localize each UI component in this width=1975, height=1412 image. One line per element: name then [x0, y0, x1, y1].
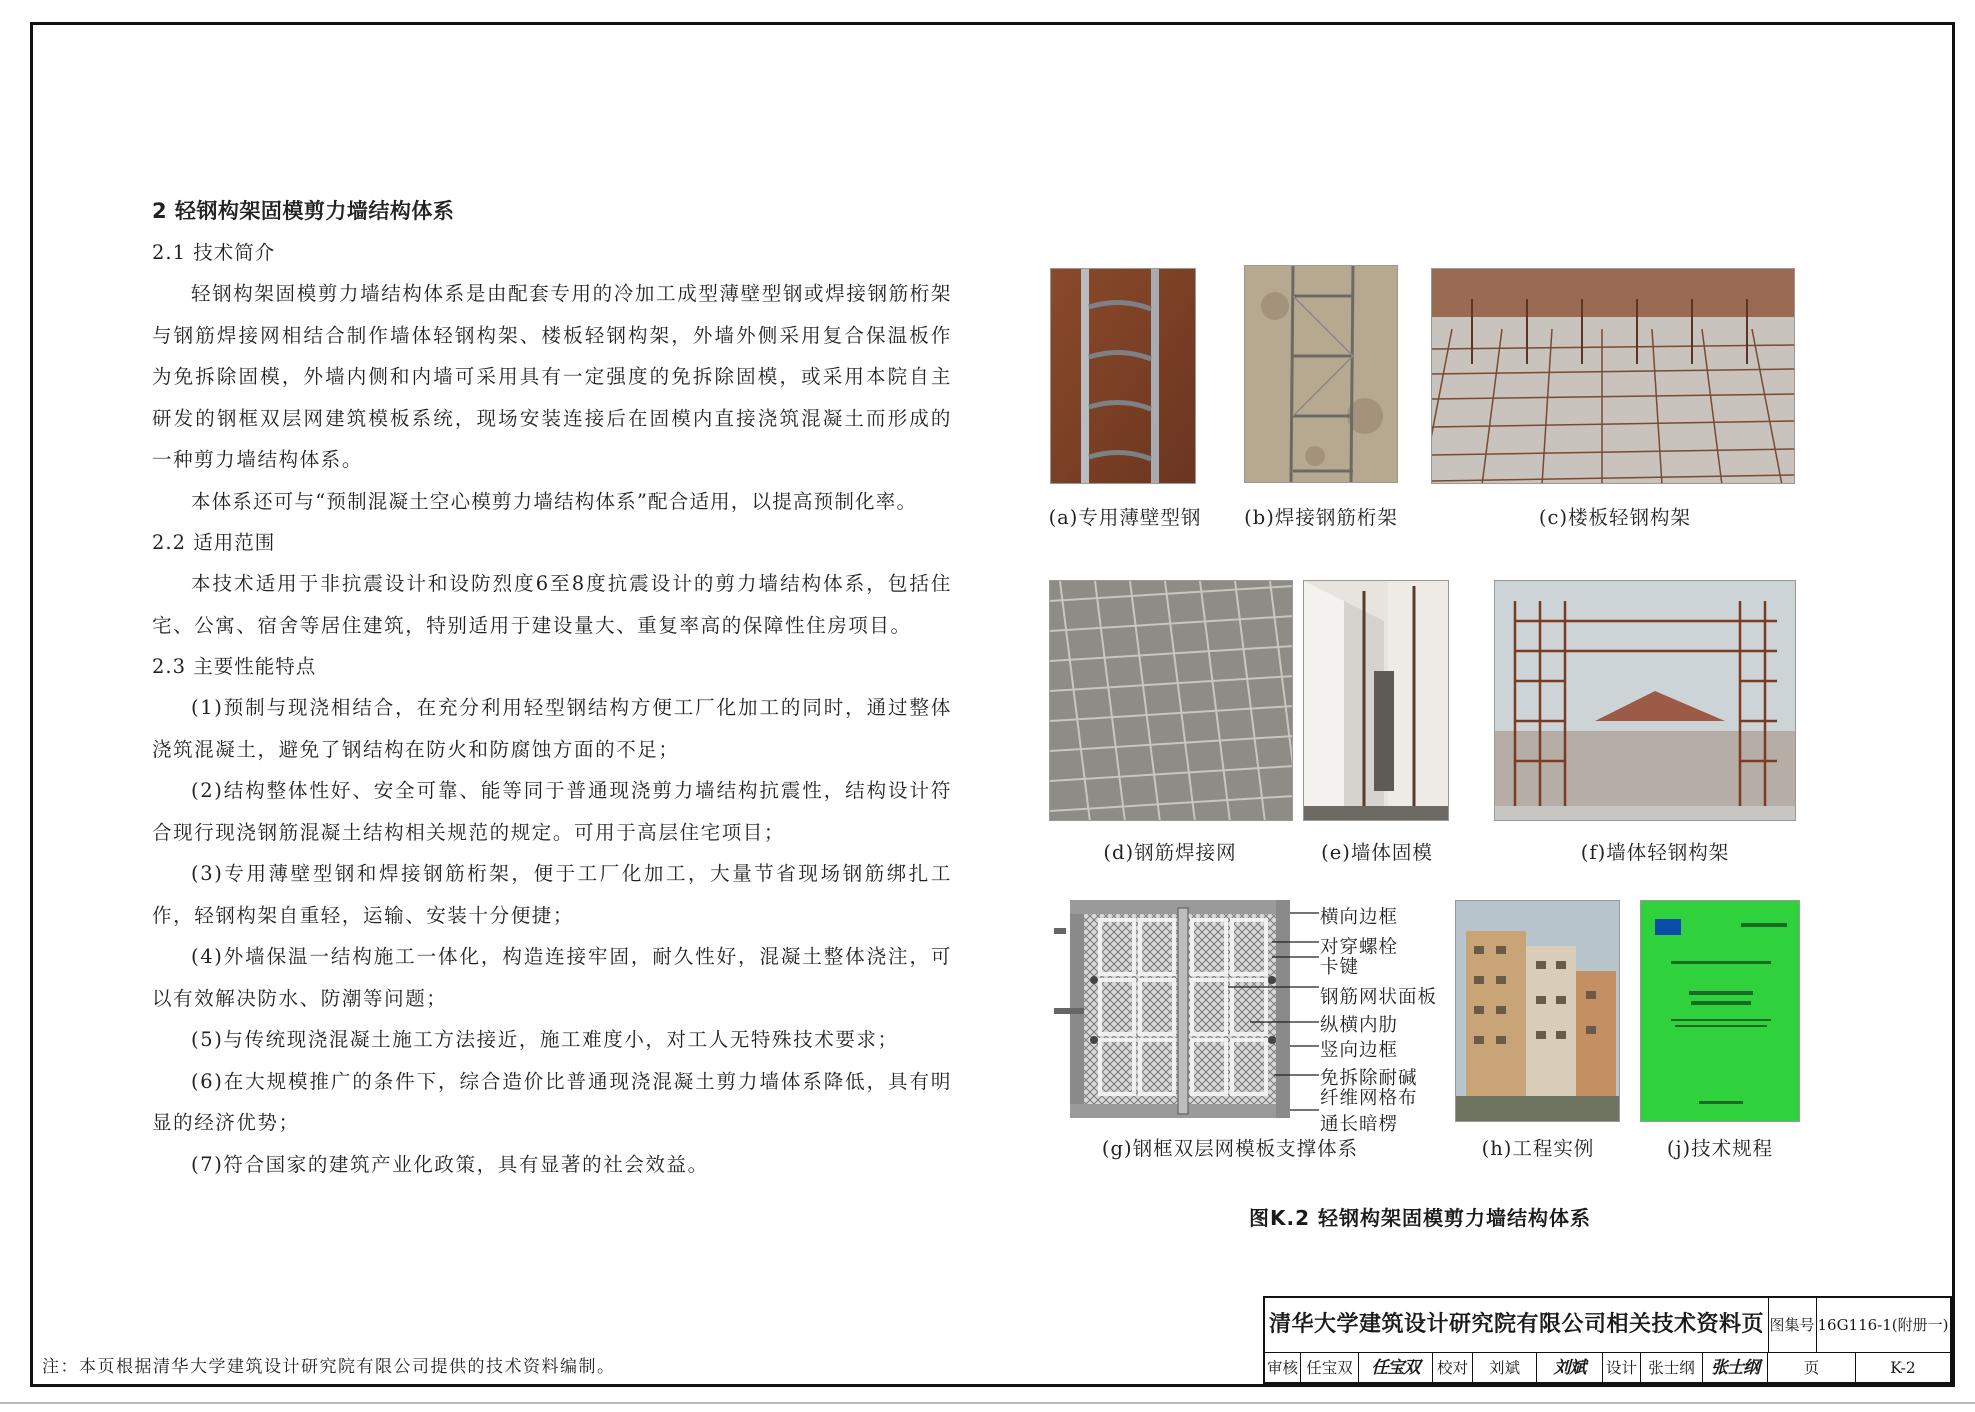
figure-title: 图K.2 轻钢构架固模剪力墙结构体系 [1249, 1206, 1591, 1230]
review-label: 审核 [1265, 1353, 1301, 1384]
label-vertical-frame: 竖向边框 [1320, 1040, 1399, 1061]
page-number: K-2 [1890, 1359, 1916, 1377]
caption-c: (c)楼板轻钢构架 [1538, 506, 1692, 529]
heading-2-2: 2.2 适用范围 [152, 531, 276, 554]
paragraph-2-1-1: 轻钢构架固模剪力墙结构体系是由配套专用的冷加工成型薄壁型钢或焊接钢筋桁架与钢筋焊接网相结合制作墙体轻钢构架、楼板轻钢构架，外墙外侧采用复合保温板作为免拆除固模，外墙内侧和内墙可采用具有一定强度的免拆除固模，或采用本院自主研发的钢框双层网建筑模板系统，现场安装连接后在固模内直接浇筑混凝土而形成的一种剪力墙结构体系。 [152, 282, 952, 471]
checker-name: 刘斌 [1473, 1353, 1537, 1384]
photo-welded-mesh [1049, 580, 1293, 821]
page-bottom-rule [0, 1402, 1975, 1404]
atlas-number: 16G116-1(附册一) [1817, 1316, 1949, 1334]
text-column [152, 190, 952, 1185]
title-block [1263, 1296, 1952, 1384]
caption-a: (a)专用薄壁型钢 [1048, 506, 1202, 529]
heading-2-1: 2.1 技术简介 [152, 241, 276, 264]
atlas-number-label: 图集号 [1768, 1298, 1817, 1352]
reviewer-signature: 任宝双 [1359, 1353, 1433, 1384]
caption-b: (b)焊接钢筋桁架 [1244, 506, 1398, 529]
footnote: 注：本页根据清华大学建筑设计研究院有限公司提供的技术资料编制。 [42, 1357, 616, 1377]
photo-wall-formwork [1303, 580, 1449, 821]
photo-project-example [1455, 900, 1620, 1122]
label-fiber-mesh-2: 纤维网格布 [1320, 1088, 1418, 1109]
paragraph-2-1-2: 本体系还可与“预制混凝土空心模剪力墙结构体系”配合适用，以提高预制化率。 [191, 489, 918, 513]
caption-e: (e)墙体固模 [1321, 841, 1433, 864]
feature-item-7: (7)符合国家的建筑产业化政策，具有显著的社会效益。 [191, 1152, 709, 1176]
page-label: 页 [1768, 1353, 1856, 1384]
label-hidden-beam: 通长暗楞 [1320, 1114, 1399, 1135]
photo-welded-truss [1244, 265, 1398, 483]
title-block-title: 清华大学建筑设计研究院有限公司相关技术资料页 [1265, 1298, 1769, 1352]
caption-g: (g)钢框双层网模板支撑体系 [1101, 1137, 1359, 1160]
label-fiber-mesh-1: 免拆除耐碱 [1320, 1068, 1418, 1089]
check-label: 校对 [1433, 1353, 1473, 1384]
paragraph-2-2-1: 本技术适用于非抗震设计和设防烈度6至8度抗震设计的剪力墙结构体系，包括住宅、公寓、宿舍等居住建筑，特别适用于建设量大、重复率高的保障性住房项目。 [152, 572, 952, 637]
feature-item-5: (5)与传统现浇混凝土施工方法接近，施工难度小，对工人无特殊技术要求； [191, 1028, 899, 1051]
caption-f: (f)墙体轻钢构架 [1580, 841, 1730, 864]
label-mesh-panel: 钢筋网状面板 [1320, 987, 1438, 1008]
checker-signature: 刘斌 [1537, 1353, 1603, 1384]
feature-item-1: (1)预制与现浇相结合，在充分利用轻型钢结构方便工厂化加工的同时，通过整体浇筑混凝土，避免了钢结构在防火和防腐蚀方面的不足； [152, 696, 952, 761]
feature-item-6: (6)在大规模推广的条件下，综合造价比普通现浇混凝土剪力墙体系降低，具有明显的经济优势； [152, 1069, 952, 1134]
feature-item-2: (2)结构整体性好、安全可靠、能等同于普通现浇剪力墙结构抗震性，结构设计符合现行现浇钢筋混凝土结构相关规范的规定。可用于高层住宅项目； [152, 779, 952, 844]
photo-wall-steel-frame [1494, 580, 1796, 821]
label-key: 卡键 [1320, 957, 1360, 978]
caption-h: (h)工程实例 [1481, 1137, 1595, 1160]
photo-floor-steel-frame [1431, 268, 1795, 484]
design-label: 设计 [1603, 1353, 1641, 1384]
designer-name: 张士纲 [1641, 1353, 1703, 1384]
heading-2-3: 2.3 主要性能特点 [152, 655, 317, 678]
caption-d: (d)钢筋焊接网 [1103, 841, 1237, 864]
section-title: 2 轻钢构架固模剪力墙结构体系 [152, 199, 455, 223]
designer-signature: 张士纲 [1703, 1353, 1768, 1384]
label-through-bolt: 对穿螺栓 [1320, 937, 1399, 958]
feature-item-4: (4)外墙保温一结构施工一体化，构造连接牢固，耐久性好，混凝土整体浇注，可以有效解决防水、防潮等问题； [152, 945, 952, 1010]
feature-item-3: (3)专用薄壁型钢和焊接钢筋桁架，便于工厂化加工，大量节省现场钢筋绑扎工作，轻钢构架自重轻，运输、安装十分便捷； [152, 862, 952, 927]
photo-thin-wall-steel [1050, 268, 1196, 484]
caption-j: (j)技术规程 [1666, 1137, 1774, 1160]
diagram-mesh-formwork [1054, 900, 1319, 1122]
label-transverse-frame: 横向边框 [1320, 907, 1399, 928]
photo-technical-spec [1640, 900, 1800, 1122]
label-inner-ribs: 纵横内肋 [1320, 1015, 1399, 1036]
reviewer-name: 任宝双 [1301, 1353, 1359, 1384]
